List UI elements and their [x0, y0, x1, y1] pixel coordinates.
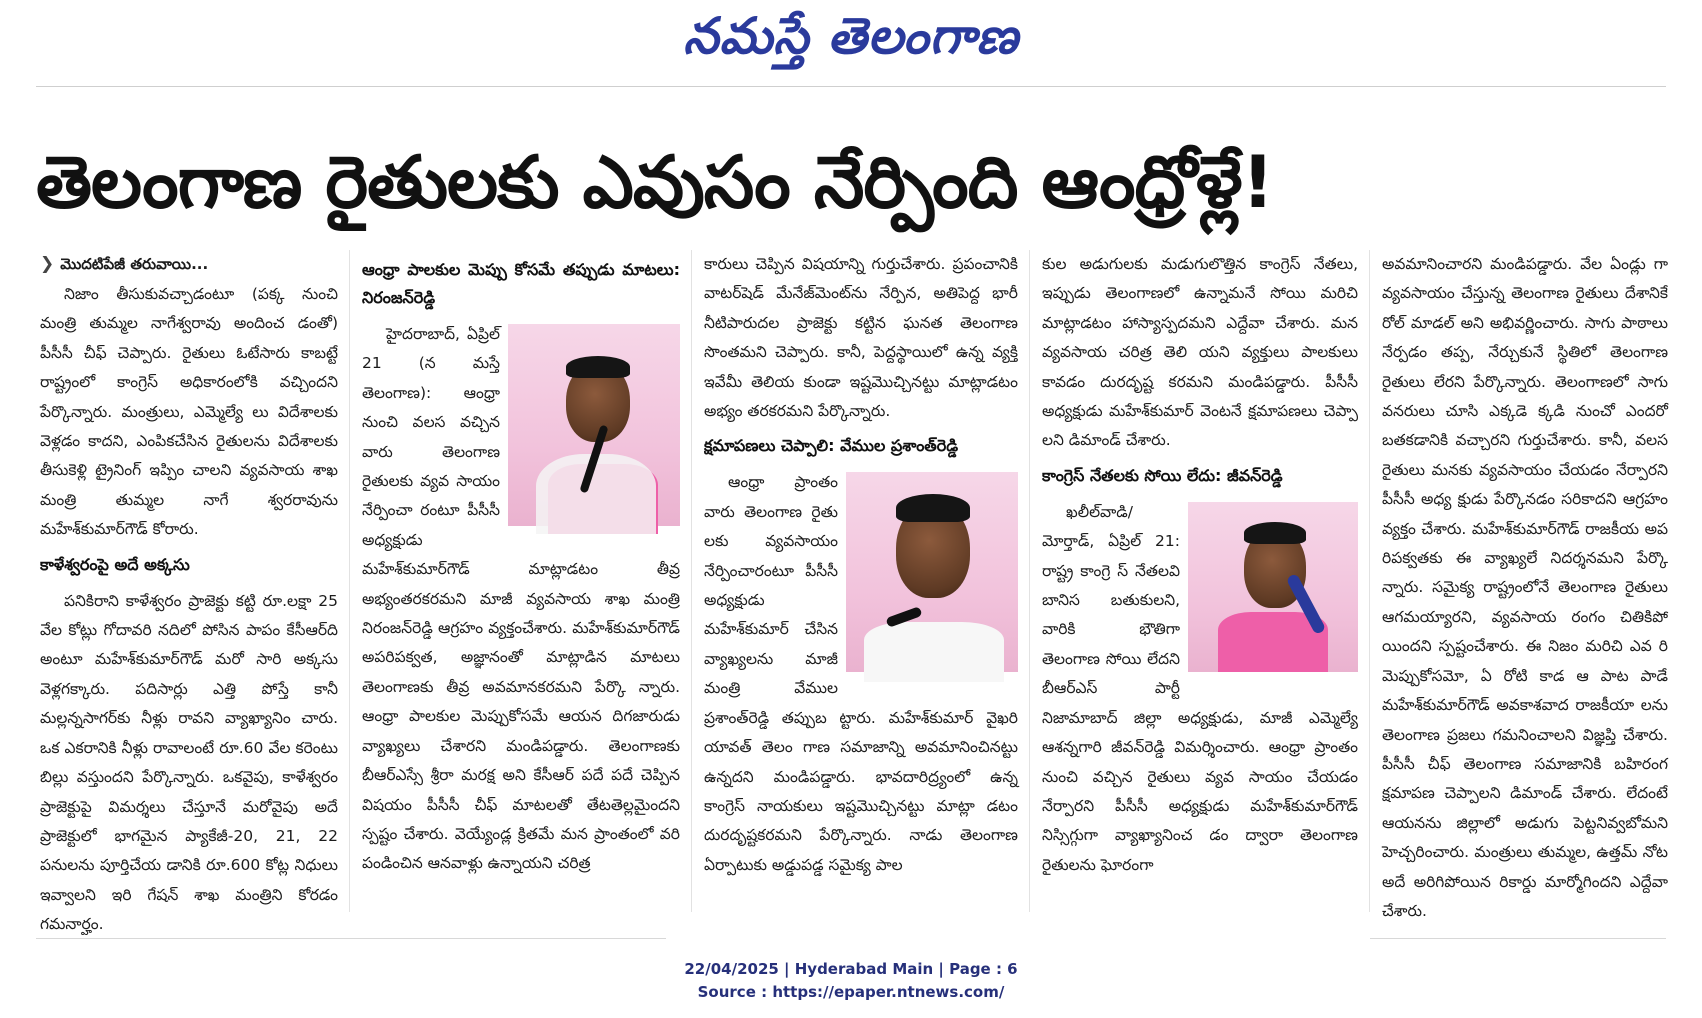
paragraph: ఆంధ్రా ప్రాంతం వారు తెలంగాణ రైతు లకు వ్యవసాయం నేర్పించారంటూ పీసీసీ అధ్యక్షుడు మహేశ్‌కుమార్ చేసిన వ్యాఖ్యలను మాజీ మంత్రి వేముల ప్రశాంత్‌రెడ్డి తప్పుబ ట్టారు. మహేశ్‌కుమార్ వైఖరి యావత్ తెలం గాణ సమాజాన్ని అవమానించినట్టు ఉన్నదని మండిపడ్డారు. భావదారిద్ర్యంలో ఉన్న కాంగ్రెస్ నాయకులు ఇష్టమొచ్చినట్టు మాట్లా డటం దురదృష్టకరమని పేర్కొన్నారు. నాడు తెలంగాణ ఏర్పాటుకు అడ్డుపడ్డ సమైక్య పాల [704, 473, 1018, 874]
photo-hair [896, 494, 970, 522]
divider [1370, 938, 1666, 939]
column-5 [1382, 250, 1668, 920]
footer-date-edition: 22/04/2025 | Hyderabad Main | Page : 6 [684, 960, 1018, 978]
photo-body [536, 454, 656, 534]
footer [0, 958, 1702, 1004]
divider [36, 86, 1666, 87]
column-divider [1369, 250, 1370, 912]
subheading: కాంగ్రెస్ నేతలకు సోయి లేదు: జీవన్‌రెడ్డి [1042, 465, 1283, 485]
column-3 [704, 250, 1018, 920]
photo-niranjan-reddy [508, 324, 680, 526]
paragraph: నిజాం తీసుకువచ్చాడంటూ (పక్క నుంచి మంత్రి తుమ్మల నాగేశ్వరావు అందించ డంతో) పీసీసీ చీఫ్ చెప్పారు. రైతులు ఓటేసారు కాబట్టే రాష్ట్రంలో కాంగ్రెస్ అధికారంలోకి వచ్చిందని పేర్కొన్నారు. మంత్రులు, ఎమ్మెల్యే లు విదేశాలకు వెళ్లడం కాదని, ఎంపికచేసిన రైతులను విదేశాలకు తీసుకెళ్లి ట్రైనింగ్ ఇప్పిం చాలని వ్యవసాయ శాఖ మంత్రి తుమ్మల నాగే శ్వరరావును మహేశ్‌కుమార్‌గౌడ్ కోరారు. [40, 285, 338, 539]
subheading: కాళేశ్వరంపై అదే అక్కసు [40, 554, 190, 574]
paragraph: అవమానించారని మండిపడ్డారు. వేల ఏండ్లు గా వ్యవసాయం చేస్తున్న తెలంగాణ రైతులు దేశానికే రోల్ మాడల్ అని అభివర్ణించారు. సాగు పాఠాలు నేర్పడం తప్ప, నేర్చుకునే స్థితిలో తెలంగాణ రైతులు లేరని పేర్కొన్నారు. తెలంగాణలో సాగు వనరులు చూసి ఎక్కడె క్కడి నుంచో ఎందరో బతకడానికి వచ్చారని గుర్తుచేశారు. కానీ, వలస రైతులు మనకు వ్యవసాయం చేయడం నేర్పారని పీసీసీ అధ్య క్షుడు పేర్కొనడం సరికాదని ఆగ్రహం వ్యక్తం చేశారు. మహేశ్‌కుమార్‌గౌడ్ రాజకీయ అప రిపక్వతకు ఈ వ్యాఖ్యలే నిదర్శనమని పేర్కొ న్నారు. సమైక్య రాష్ట్రంలోనే తెలంగాణ రైతులు ఆగమయ్యారని, వ్యవసాయ రంగం చితికిపో యిందని స్పష్టంచేశారు. ఈ నిజం మరిచి ఎవ రి మెప్పుకోసమో, ఏ రోటి కాడ ఆ పాట పాడే మహేశ్‌కుమార్‌గౌడ్ అవకాశవాద రాజకీయా లను తెలంగాణ ప్రజలు గమనించాలని విజ్ఞప్తి చేశారు. పీసీసీ చీఫ్ తెలంగాణ సమాజానికి బహిరంగ క్షమాపణ చెప్పాలని డిమాండ్ చేశారు. లేదంటే ఆయనను జిల్లాలో అడుగు పెట్టనివ్వబోమని హెచ్చరించారు. మంత్రులు తుమ్మల, ఉత్తమ్ నోట అదే అరిగిపోయిన రికార్డు మార్మోగిందని ఎద్దేవా చేశారు. [1382, 255, 1668, 920]
subheading: ఆంధ్రా పాలకుల మెప్పు కోసమే తప్పుడు మాటలు: నిరంజన్‌రెడ్డి [362, 260, 680, 307]
continued-marker [40, 250, 338, 278]
paragraph: కుల అడుగులకు మడుగులొత్తిన కాంగ్రెస్ నేతలు, ఇప్పుడు తెలంగాణలో ఉన్నామనే సోయి మరిచి మాట్లాడటం హాస్యాస్పదమని ఎద్దేవా చేశారు. మన వ్యవసాయ చరిత్ర తెలి యని వ్యక్తులు పాలకులు కావడం దురదృష్ట కరమని మండిపడ్డారు. పీసీసీ అధ్యక్షుడు మహేశ్‌కుమార్ వెంటనే క్షమాపణలు చెప్పా లని డిమాండ్ చేశారు. [1042, 255, 1358, 450]
masthead [0, 4, 1702, 80]
photo-jeevan-reddy [1188, 502, 1358, 672]
photo-prashanth-reddy [846, 472, 1018, 672]
column-divider [349, 250, 350, 912]
column-1 [40, 250, 338, 934]
paragraph: పనికిరాని కాళేశ్వరం ప్రాజెక్టు కట్టి రూ.లక్షా 25 వేల కోట్లు గోదావరి నదిలో పోసిన పాపం కేసీఆర్‌ది అంటూ మహేశ్‌కుమార్‌గౌడ్ మరో సారి అక్కసు వెళ్లగక్కారు. పదిసార్లు ఎత్తి పోస్తే కానీ మల్లన్నసాగర్‌కు నీళ్లు రావని వ్యాఖ్యానిం చారు. ఒక ఎకరానికి నీళ్లు రావాలంటే రూ.60 వేల కరెంటు బిల్లు వస్తుందని పేర్కొన్నారు. ఒకవైపు, కాళేశ్వరం ప్రాజెక్టుపై విమర్శలు చేస్తూనే మరోవైపు అదే ప్రాజెక్టులో భాగమైన ప్యాకేజీ-20, 21, 22 పనులను పూర్తిచేయ డానికి రూ.600 కోట్ల నిధులు ఇవ్వాలని ఇరి గేషన్ శాఖ మంత్రిని కోరడం గమనార్హం. [40, 591, 338, 934]
divider [36, 938, 666, 939]
footer-source-link[interactable]: Source : https://epaper.ntnews.com/ [697, 983, 1005, 1001]
chevron-right-icon: ❯ [40, 254, 55, 274]
column-divider [691, 250, 692, 912]
photo-hair [566, 356, 630, 378]
subheading: క్షమాపణలు చెప్పాలి: వేముల ప్రశాంత్‌రెడ్డి [704, 436, 959, 456]
paragraph: హైదరాబాద్, ఏప్రిల్ 21 (న మస్తే తెలంగాణ): ఆంధ్రా నుంచి వలస వచ్చిన వారు తెలంగాణ రైతులకు వ్యవ సాయం నేర్పించా రంటూ పీసీసీ అధ్యక్షుడు మహేశ్‌కుమార్‌గౌడ్ మాట్లాడటం తీవ్ర అభ్యంతరకరమని మాజీ వ్యవసాయ శాఖ మంత్రి నిరంజన్‌రెడ్డి ఆగ్రహం వ్యక్తంచేశారు. మహేశ్‌కుమార్‌గౌడ్ అపరిపక్వత, అజ్ఞానంతో మాట్లాడిన మాటలు తెలంగాణకు తీవ్ర అవమానకరమని పేర్కొ న్నారు. ఆంధ్రా పాలకుల మెప్పుకోసమే ఆయన దిగజారుడు వ్యాఖ్యలు చేశారని మండిపడ్డారు. తెలంగాణకు బీఆర్‌ఎస్సే శ్రీరా మరక్ష అని కేసీఆర్ పదే పదే చెప్పిన విషయం పీసీసీ చీఫ్ మాటలతో తేటతెల్లమైందని స్పష్టం చేశారు. వెయ్యేండ్ల క్రితమే మన ప్రాంతంలో వరి పండించిన ఆనవాళ్లు ఉన్నాయని చరిత్ర [362, 325, 680, 873]
column-4 [1042, 250, 1358, 920]
paragraph: ఖలీల్‌వాడి/ మోర్తాడ్, ఏప్రిల్ 21: రాష్ట్ర కాంగ్రె స్ నేతలవి బానిస బతుకులని, వారికి భౌతిగా తెలంగాణ సోయి లేదని బీఆర్‌ఎస్ పార్టీ నిజామాబాద్ జిల్లా అధ్యక్షుడు, మాజీ ఎమ్మెల్యే ఆశన్నగారి జీవన్‌రెడ్డి విమర్శించారు. ఆంధ్రా ప్రాంతం నుంచి వచ్చిన రైతులు వ్యవ సాయం చేయడం నేర్పారని పీసీసీ అధ్యక్షుడు మహేశ్‌కుమార్‌గౌడ్ నిస్సిగ్గుగా వ్యాఖ్యానించ డం ద్వారా తెలంగాణ రైతులను ఘోరంగా [1042, 502, 1358, 874]
photo-hair [1244, 522, 1306, 544]
continued-label: మొదటిపేజీ తరువాయి... [60, 255, 209, 273]
headline: తెలంగాణ రైతులకు ఎవుసం నేర్పింది ఆంధ్రోళ్లే! [36, 140, 1274, 224]
column-2 [362, 250, 680, 920]
masthead-logo: నమస్తే తెలంగాణ [683, 6, 1019, 65]
photo-shawl [864, 622, 1004, 682]
paragraph: కారులు చెప్పిన విషయాన్ని గుర్తుచేశారు. ప్రపంచానికి వాటర్‌షెడ్ మేనేజ్‌మెంట్‌ను నేర్పిన, అతిపెద్ద భారీ నీటిపారుదల ప్రాజెక్టు కట్టిన ఘనత తెలంగాణ సొంతమని చెప్పారు. కానీ, పెద్దస్థాయిలో ఉన్న వ్యక్తి ఇవేమీ తెలియ కుండా ఇష్టమొచ్చినట్టు మాట్లాడటం అభ్యం తరకరమని పేర్కొన్నారు. [704, 255, 1018, 421]
column-divider [1029, 250, 1030, 912]
